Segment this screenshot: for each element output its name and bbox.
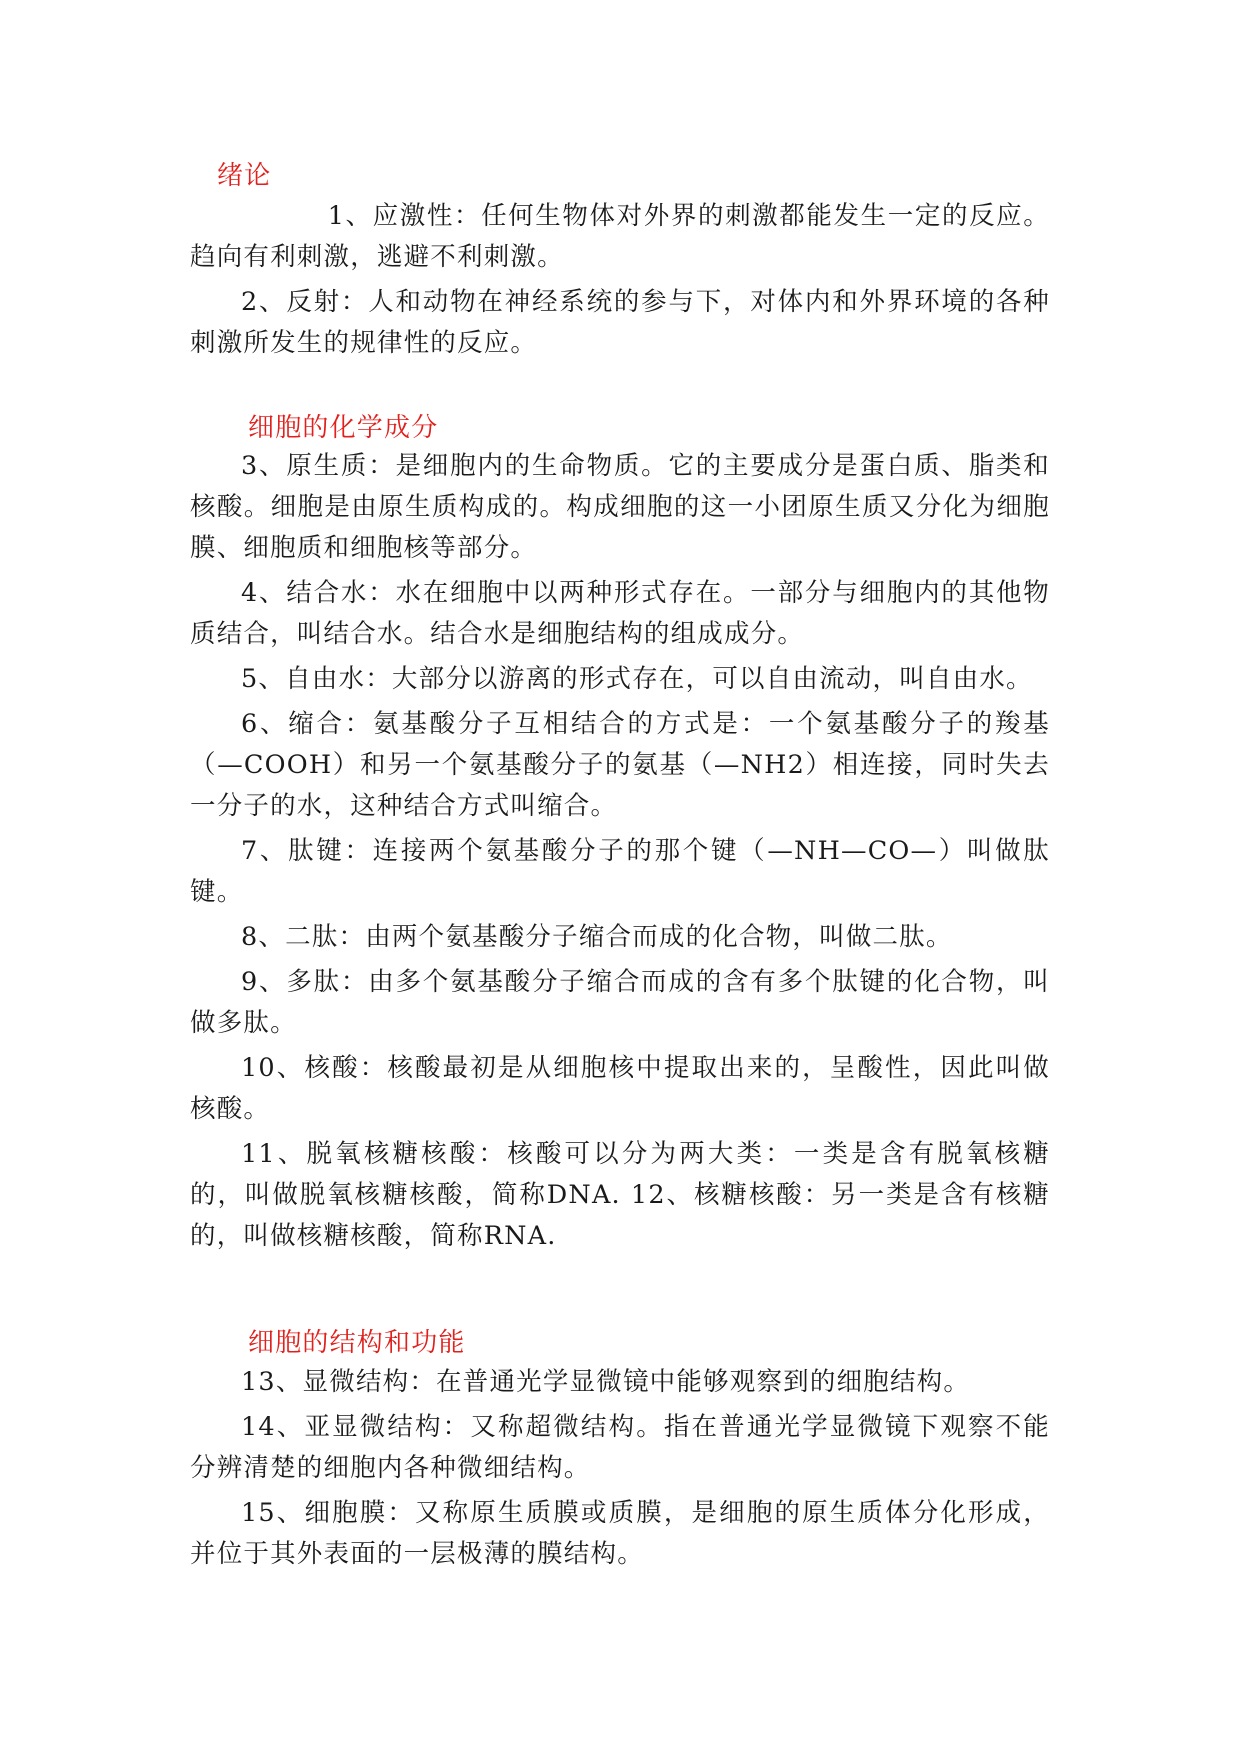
section-title-struct: 细胞的结构和功能 <box>248 1328 466 1358</box>
definition-item: 2、反射：人和动物在神经系统的参与下，对体内和外界环境的各种刺激所发生的规律性的反应。 <box>190 287 1050 358</box>
section-body-chem <box>190 446 1050 1261</box>
definition-item: 7、肽键：连接两个氨基酸分子的那个键（—NH—CO—）叫做肽键。 <box>190 836 1050 907</box>
section-title-intro: 绪论 <box>217 161 272 191</box>
section-body-struct <box>190 1362 1050 1579</box>
definition-item: 15、细胞膜：又称原生质膜或质膜，是细胞的原生质体分化形成，并位于其外表面的一层极薄的膜结构。 <box>190 1498 1050 1569</box>
definition-item: 3、原生质：是细胞内的生命物质。它的主要成分是蛋白质、脂类和核酸。细胞是由原生质构成的。构成细胞的这一小团原生质又分化为细胞膜、细胞质和细胞核等部分。 <box>190 451 1050 563</box>
definition-item: 4、结合水：水在细胞中以两种形式存在。一部分与细胞内的其他物质结合，叫结合水。结合水是细胞结构的组成成分。 <box>190 578 1050 649</box>
definition-item: 13、显微结构：在普通光学显微镜中能够观察到的细胞结构。 <box>241 1367 971 1397</box>
definition-item: 5、自由水：大部分以游离的形式存在，可以自由流动，叫自由水。 <box>241 664 1033 694</box>
definition-item: 11、脱氧核糖核酸：核酸可以分为两大类：一类是含有脱氧核糖的，叫做脱氧核糖核酸，简称DNA. 12、核糖核酸：另一类是含有核糖的，叫做核糖核酸，简称RNA. <box>190 1139 1050 1251</box>
definition-item: 8、二肽：由两个氨基酸分子缩合而成的化合物，叫做二肽。 <box>241 922 953 952</box>
definition-item: 14、亚显微结构：又称超微结构。指在普通光学显微镜下观察不能分辨清楚的细胞内各种微细结构。 <box>190 1412 1050 1483</box>
definition-item: 6、缩合：氨基酸分子互相结合的方式是：一个氨基酸分子的羧基（—COOH）和另一个氨基酸分子的氨基（—NH2）相连接，同时失去一分子的水，这种结合方式叫缩合。 <box>190 709 1050 821</box>
definition-item: 9、多肽：由多个氨基酸分子缩合而成的含有多个肽键的化合物，叫做多肽。 <box>190 967 1050 1038</box>
definition-item: 1、应激性：任何生物体对外界的刺激都能发生一定的反应。趋向有利刺激，逃避不利刺激。 <box>190 201 1050 272</box>
definition-item: 10、核酸：核酸最初是从细胞核中提取出来的，呈酸性，因此叫做核酸。 <box>190 1053 1050 1124</box>
section-title-chem: 细胞的化学成分 <box>248 413 439 443</box>
section-body-intro <box>190 196 1050 368</box>
